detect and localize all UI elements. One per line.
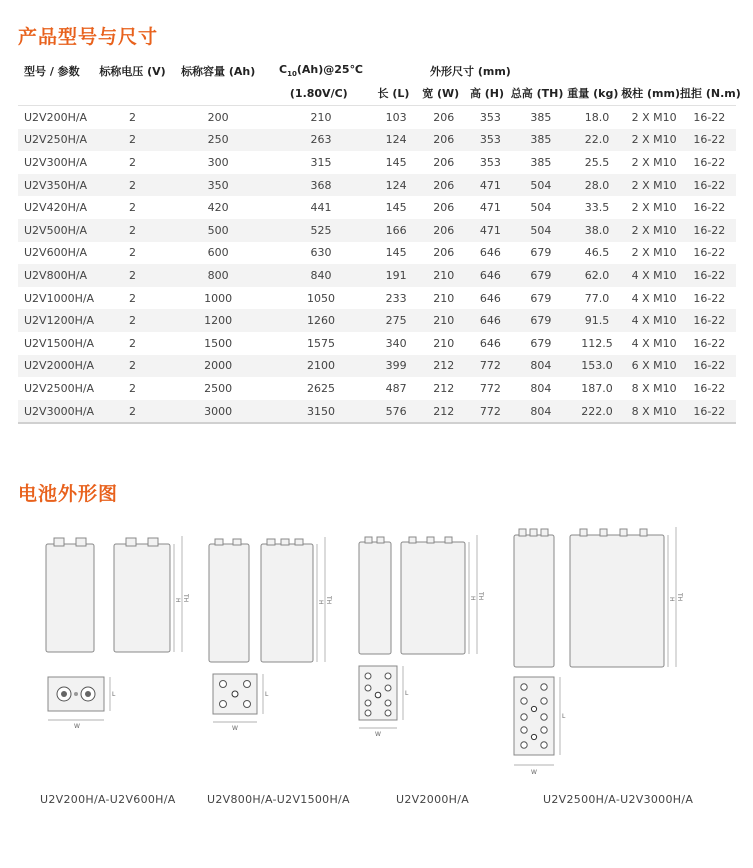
table-row	[18, 400, 736, 423]
cell-kg: 153.0	[581, 359, 613, 373]
header-dims: 外形尺寸 (mm)	[430, 64, 511, 78]
terminal-post-icon	[365, 537, 372, 543]
terminal-post-icon	[126, 538, 136, 546]
cell-h: 353	[479, 155, 501, 169]
cell-model: U2V2500H/A	[24, 381, 95, 395]
cell-term: 2 X M10	[631, 178, 677, 192]
cell-h: 353	[479, 110, 501, 124]
cell-term: 6 X M10	[631, 359, 677, 373]
cell-w: 206	[433, 223, 455, 237]
cell-term: 4 X M10	[631, 268, 677, 282]
terminal-post-icon	[54, 538, 64, 546]
cell-w: 212	[433, 404, 455, 418]
dim-th-label: TH	[477, 592, 484, 601]
cell-cap: 420	[207, 201, 229, 215]
terminal-icon	[365, 685, 371, 691]
battery-front-body	[514, 535, 554, 667]
terminal-post-icon	[295, 539, 303, 545]
header-model: 型号 / 参数	[24, 64, 80, 78]
table-row	[18, 151, 736, 174]
cell-th: 679	[530, 268, 552, 282]
cell-model: U2V300H/A	[24, 155, 88, 169]
terminal-post-icon	[148, 538, 158, 546]
cell-l: 576	[385, 404, 407, 418]
terminal-icon	[365, 710, 371, 716]
terminal-post-icon	[620, 529, 627, 536]
battery-top-view	[514, 677, 554, 755]
terminal-icon	[521, 684, 527, 690]
cell-cap: 200	[207, 110, 229, 124]
cell-kg: 46.5	[584, 246, 610, 260]
terminal-icon	[220, 701, 227, 708]
header-width: 宽 (W)	[422, 87, 460, 100]
cell-model: U2V420H/A	[24, 201, 88, 215]
terminal-post-icon	[580, 529, 587, 536]
cell-l: 487	[385, 381, 407, 395]
cell-h: 772	[479, 359, 501, 373]
terminal-post-icon	[215, 539, 223, 545]
cell-l: 145	[385, 201, 407, 215]
cell-c10: 1260	[306, 314, 335, 328]
cell-model: U2V1000H/A	[24, 291, 95, 305]
cell-v: 2	[129, 336, 137, 350]
header-c10-sub: 10	[287, 70, 297, 79]
cell-model: U2V250H/A	[24, 133, 88, 147]
spec-table	[18, 60, 741, 424]
cell-v: 2	[129, 133, 137, 147]
drawing-section-title: 电池外形图	[18, 483, 119, 505]
cell-v: 2	[129, 223, 137, 237]
cell-th: 504	[530, 201, 552, 215]
cell-term: 4 X M10	[631, 314, 677, 328]
cell-v: 2	[129, 178, 137, 192]
cell-h: 772	[479, 404, 501, 418]
top-view	[514, 677, 554, 755]
cell-c10: 630	[310, 246, 332, 260]
header-c10-rest: (Ah)@25℃	[296, 62, 363, 76]
cell-torque: 16-22	[693, 110, 726, 124]
cell-w: 210	[433, 314, 455, 328]
table-row	[18, 174, 736, 197]
cell-h: 471	[479, 223, 501, 237]
cell-th: 804	[530, 381, 552, 395]
battery-side-body	[401, 542, 465, 654]
cell-l: 145	[385, 155, 407, 169]
header-voltage: 标称电压 (V)	[99, 64, 166, 78]
cell-l: 124	[385, 133, 407, 147]
terminal-post-icon	[530, 529, 537, 536]
cell-c10: 840	[310, 268, 332, 282]
vent-icon	[232, 691, 238, 697]
cell-kg: 33.5	[584, 201, 610, 215]
cell-term: 2 X M10	[631, 246, 677, 260]
cell-kg: 112.5	[581, 336, 613, 350]
cell-w: 206	[433, 133, 455, 147]
cell-kg: 62.0	[584, 268, 610, 282]
table-row	[18, 219, 736, 242]
terminal-post-icon	[281, 539, 289, 545]
cell-kg: 22.0	[584, 133, 610, 147]
cell-th: 804	[530, 404, 552, 418]
cell-cap: 600	[207, 246, 229, 260]
cell-v: 2	[129, 381, 137, 395]
terminal-icon	[541, 698, 547, 704]
cell-c10: 368	[310, 178, 332, 192]
dim-l-label: L	[405, 690, 409, 697]
front-view	[209, 539, 313, 662]
battery-front-body	[46, 544, 94, 652]
header-total-height: 总高 (TH)	[510, 87, 564, 100]
cell-h: 353	[479, 133, 501, 147]
cell-th: 679	[530, 336, 552, 350]
cell-h: 471	[479, 201, 501, 215]
dim-h-label: H	[174, 598, 181, 603]
cell-l: 166	[385, 223, 407, 237]
cell-v: 2	[129, 155, 137, 169]
cell-th: 679	[530, 291, 552, 305]
front-view	[359, 537, 465, 654]
cell-kg: 222.0	[581, 404, 613, 418]
terminal-post-icon	[519, 529, 526, 536]
cell-th: 504	[530, 178, 552, 192]
cell-term: 2 X M10	[631, 223, 677, 237]
cell-c10: 3150	[306, 404, 335, 418]
terminal-post-icon	[427, 537, 434, 543]
drawing-caption-4: U2V2500H/A-U2V3000H/A	[543, 793, 694, 806]
terminal-icon	[85, 691, 91, 697]
table-row	[18, 309, 736, 332]
cell-l: 191	[385, 268, 407, 282]
cell-term: 2 X M10	[631, 110, 677, 124]
battery-side-body	[570, 535, 664, 667]
table-row	[18, 355, 736, 378]
cell-term: 8 X M10	[631, 404, 677, 418]
header-length: 长 (L)	[377, 87, 410, 100]
cell-l: 275	[385, 314, 407, 328]
cell-w: 212	[433, 359, 455, 373]
cell-c10: 1050	[306, 291, 335, 305]
dim-h-label: H	[469, 596, 476, 601]
cell-model: U2V500H/A	[24, 223, 88, 237]
header-terminal: 极柱 (mm)	[621, 87, 680, 100]
cell-c10: 1575	[306, 336, 335, 350]
terminal-post-icon	[267, 539, 275, 545]
table-header-row-1	[18, 60, 736, 81]
cell-v: 2	[129, 291, 137, 305]
terminal-post-icon	[445, 537, 452, 543]
terminal-post-icon	[640, 529, 647, 536]
cell-model: U2V1200H/A	[24, 314, 95, 328]
cell-th: 679	[530, 314, 552, 328]
cell-torque: 16-22	[693, 359, 726, 373]
cell-torque: 16-22	[693, 178, 726, 192]
cell-w: 206	[433, 246, 455, 260]
header-c10-main: C	[279, 62, 288, 76]
cell-w: 210	[433, 336, 455, 350]
terminal-icon	[541, 714, 547, 720]
cell-model: U2V200H/A	[24, 110, 88, 124]
cell-kg: 28.0	[584, 178, 610, 192]
cell-torque: 16-22	[693, 381, 726, 395]
drawing-caption-3: U2V2000H/A	[396, 793, 470, 806]
table-row	[18, 196, 736, 219]
cell-kg: 187.0	[581, 381, 613, 395]
top-view	[213, 674, 257, 714]
header-c10	[270, 63, 373, 78]
cell-w: 210	[433, 268, 455, 282]
cell-term: 2 X M10	[631, 155, 677, 169]
terminal-icon	[244, 701, 251, 708]
cell-cap: 350	[207, 178, 229, 192]
table-row	[18, 377, 736, 400]
cell-kg: 77.0	[584, 291, 610, 305]
vent-icon	[531, 734, 536, 739]
table-row	[18, 332, 736, 355]
drawing-caption-1: U2V200H/A-U2V600H/A	[40, 793, 176, 806]
cell-w: 210	[433, 291, 455, 305]
cell-c10: 525	[310, 223, 332, 237]
cell-th: 385	[530, 133, 552, 147]
drawing-caption-2: U2V800H/A-U2V1500H/A	[207, 793, 350, 806]
cell-torque: 16-22	[693, 246, 726, 260]
cell-v: 2	[129, 404, 137, 418]
terminal-icon	[244, 681, 251, 688]
cell-h: 646	[479, 268, 501, 282]
terminal-icon	[385, 710, 391, 716]
front-view	[46, 538, 170, 652]
header-height: 高 (H)	[469, 87, 505, 100]
cell-h: 646	[479, 314, 501, 328]
battery-front-body	[359, 542, 391, 654]
dim-w-label: W	[531, 769, 537, 776]
battery-front-body	[209, 544, 249, 662]
cell-cap: 300	[207, 155, 229, 169]
cell-v: 2	[129, 110, 137, 124]
cell-l: 399	[385, 359, 407, 373]
cell-l: 145	[385, 246, 407, 260]
cell-h: 646	[479, 336, 501, 350]
cell-v: 2	[129, 201, 137, 215]
table-row	[18, 129, 736, 152]
cell-torque: 16-22	[693, 268, 726, 282]
cell-w: 206	[433, 110, 455, 124]
dim-l-label: L	[112, 691, 116, 698]
cell-w: 206	[433, 201, 455, 215]
cell-w: 206	[433, 155, 455, 169]
dim-l-label: L	[562, 713, 566, 720]
dim-l-label: L	[265, 691, 269, 698]
battery-drawing-4	[510, 525, 690, 780]
cell-th: 385	[530, 155, 552, 169]
terminal-icon	[541, 684, 547, 690]
cell-cap: 2000	[204, 359, 233, 373]
terminal-icon	[521, 698, 527, 704]
cell-v: 2	[129, 246, 137, 260]
battery-drawing-1	[40, 532, 200, 732]
cell-torque: 16-22	[693, 291, 726, 305]
dim-w-label: W	[74, 723, 80, 730]
header-capacity: 标称容量 (Ah)	[181, 64, 256, 78]
cell-model: U2V600H/A	[24, 246, 88, 260]
cell-kg: 25.5	[584, 155, 610, 169]
cell-term: 8 X M10	[631, 381, 677, 395]
terminal-icon	[541, 742, 547, 748]
cell-kg: 91.5	[584, 314, 610, 328]
cell-cap: 800	[207, 268, 229, 282]
table-row	[18, 106, 736, 129]
terminal-post-icon	[377, 537, 384, 543]
cell-term: 2 X M10	[631, 201, 677, 215]
vent-icon	[375, 692, 381, 698]
cell-model: U2V350H/A	[24, 178, 88, 192]
dim-w-label: W	[375, 731, 381, 738]
header-torque: 扭拒 (N.m)	[680, 87, 741, 100]
header-weight: 重量 (kg)	[567, 87, 619, 100]
terminal-icon	[61, 691, 67, 697]
cell-v: 2	[129, 314, 137, 328]
terminal-icon	[541, 727, 547, 733]
cell-l: 103	[385, 110, 407, 124]
cell-cap: 500	[207, 223, 229, 237]
cell-c10: 2625	[306, 381, 335, 395]
terminal-icon	[220, 681, 227, 688]
cell-cap: 1500	[204, 336, 233, 350]
cell-cap: 250	[207, 133, 229, 147]
cell-model: U2V2000H/A	[24, 359, 95, 373]
cell-term: 4 X M10	[631, 336, 677, 350]
top-view	[359, 666, 397, 720]
cell-c10: 441	[310, 201, 332, 215]
cell-model: U2V800H/A	[24, 268, 88, 282]
front-view	[514, 529, 664, 667]
cell-model: U2V1500H/A	[24, 336, 95, 350]
terminal-icon	[385, 673, 391, 679]
cell-l: 340	[385, 336, 407, 350]
terminal-icon	[365, 673, 371, 679]
cell-th: 804	[530, 359, 552, 373]
terminal-post-icon	[600, 529, 607, 536]
cell-c10: 315	[310, 155, 332, 169]
cell-c10: 2100	[306, 359, 335, 373]
terminal-post-icon	[409, 537, 416, 543]
cell-kg: 18.0	[584, 110, 610, 124]
terminal-icon	[385, 685, 391, 691]
cell-l: 233	[385, 291, 407, 305]
table-row	[18, 287, 736, 310]
vent-icon	[531, 706, 536, 711]
dim-h-label: H	[317, 600, 324, 605]
cell-torque: 16-22	[693, 336, 726, 350]
dim-th-label: TH	[676, 593, 683, 602]
cell-kg: 38.0	[584, 223, 610, 237]
cell-torque: 16-22	[693, 201, 726, 215]
top-view	[48, 677, 104, 711]
cell-cap: 1000	[204, 291, 233, 305]
cell-cap: 1200	[204, 314, 233, 328]
terminal-post-icon	[541, 529, 548, 536]
dimension-lines	[174, 536, 182, 652]
dim-th-label: TH	[182, 594, 189, 603]
cell-c10: 263	[310, 133, 332, 147]
cell-model: U2V3000H/A	[24, 404, 95, 418]
cell-c10: 210	[310, 110, 332, 124]
table-row	[18, 242, 736, 265]
spec-section-title: 产品型号与尺寸	[18, 26, 159, 48]
dim-w-label: W	[232, 725, 238, 732]
cell-v: 2	[129, 359, 137, 373]
table-body	[18, 106, 736, 424]
header-c10-line2: (1.80V/C)	[289, 86, 348, 100]
cell-th: 504	[530, 223, 552, 237]
cell-h: 646	[479, 291, 501, 305]
cell-torque: 16-22	[693, 133, 726, 147]
terminal-post-icon	[233, 539, 241, 545]
cell-torque: 16-22	[693, 155, 726, 169]
battery-side-body	[114, 544, 170, 652]
battery-drawing-3	[355, 532, 505, 744]
cell-cap: 2500	[204, 381, 233, 395]
terminal-icon	[521, 742, 527, 748]
cell-h: 646	[479, 246, 501, 260]
cell-torque: 16-22	[693, 314, 726, 328]
terminal-icon	[365, 700, 371, 706]
terminal-icon	[521, 714, 527, 720]
cell-h: 471	[479, 178, 501, 192]
battery-drawing-2	[205, 534, 355, 734]
dim-h-label: H	[668, 597, 675, 602]
cell-l: 124	[385, 178, 407, 192]
cell-torque: 16-22	[693, 404, 726, 418]
table-row	[18, 264, 736, 287]
table-header-row-2	[18, 81, 741, 106]
battery-side-body	[261, 544, 313, 662]
cell-w: 206	[433, 178, 455, 192]
cell-term: 4 X M10	[631, 291, 677, 305]
dim-th-label: TH	[325, 596, 332, 605]
cell-h: 772	[479, 381, 501, 395]
terminal-post-icon	[76, 538, 86, 546]
cell-th: 385	[530, 110, 552, 124]
cell-w: 212	[433, 381, 455, 395]
cell-v: 2	[129, 268, 137, 282]
cell-torque: 16-22	[693, 223, 726, 237]
cell-term: 2 X M10	[631, 133, 677, 147]
cell-th: 679	[530, 246, 552, 260]
terminal-icon	[385, 700, 391, 706]
cell-cap: 3000	[204, 404, 233, 418]
vent-icon	[74, 692, 78, 696]
terminal-icon	[521, 727, 527, 733]
